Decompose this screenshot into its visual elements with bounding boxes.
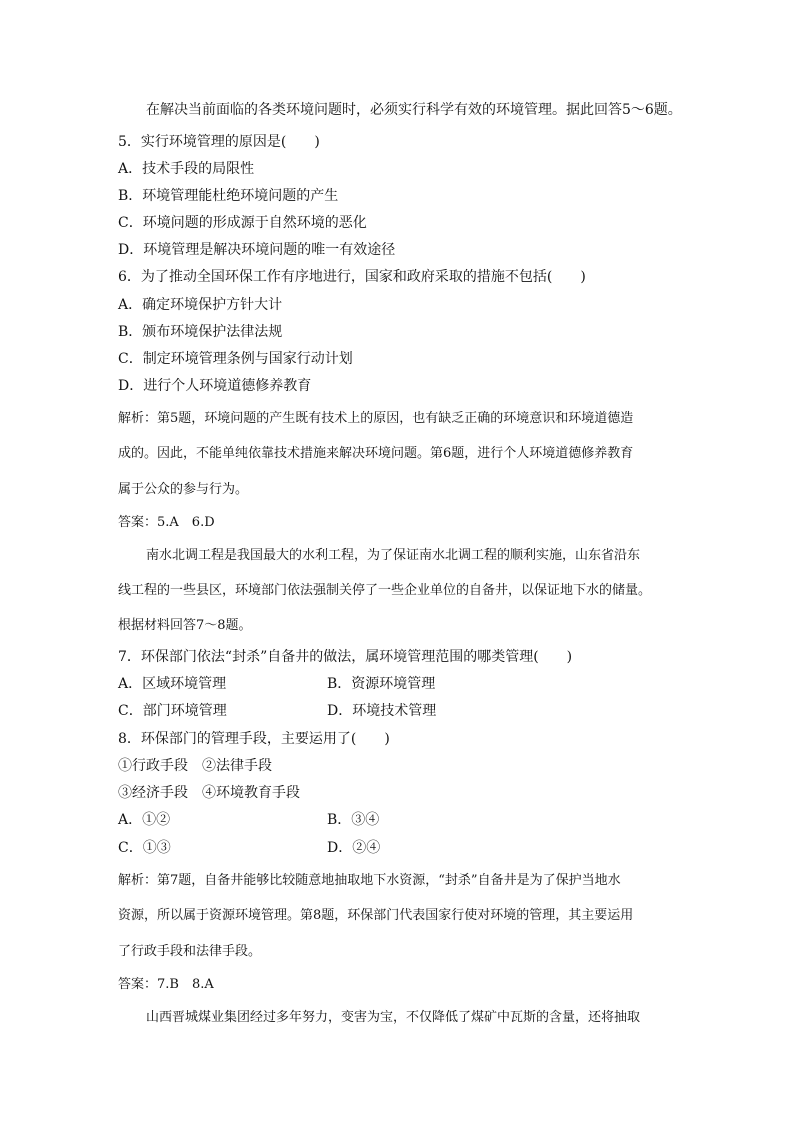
question-5-option-b: B．环境管理能杜绝环境问题的产生 — [118, 188, 339, 204]
question-8-item-row-2: ③经济手段 ④环境教育手段 — [118, 785, 300, 801]
question-6-stem: 6．为了推动全国环保工作有序地进行，国家和政府采取的措施不包括( ) — [118, 269, 586, 285]
analysis-7-8-line-1: 解析：第7题，自备井能够比较随意地抽取地下水资源，“封杀”自备井是为了保护当地水 — [118, 873, 621, 888]
question-5-option-c: C．环境问题的形成源于自然环境的恶化 — [118, 215, 367, 231]
question-7-option-a: A．区域环境管理 — [118, 676, 227, 692]
question-8-option-a: A．①② — [118, 812, 171, 828]
analysis-5-6-line-3: 属于公众的参与行为。 — [118, 482, 249, 497]
question-7-stem: 7．环保部门依法“封杀”自备井的做法，属环境管理范围的哪类管理( ) — [118, 649, 573, 665]
question-6-option-d: D．进行个人环境道德修养教育 — [118, 378, 312, 394]
question-7-option-b: B．资源环境管理 — [327, 676, 436, 692]
analysis-7-8-line-3: 了行政手段和法律手段。 — [118, 944, 262, 959]
question-8-item-row-1: ①行政手段 ②法律手段 — [118, 758, 272, 774]
question-8-option-b: B．③④ — [327, 812, 380, 828]
question-6-option-b: B．颁布环境保护法律法规 — [118, 324, 283, 340]
question-7-option-c: C．部门环境管理 — [118, 703, 227, 719]
intro-next-section: 山西晋城煤业集团经过多年努力，变害为宝，不仅降低了煤矿中瓦斯的含量，还将抽取 — [146, 1010, 641, 1025]
intro-7-8-line-3: 根据材料回答7～8题。 — [118, 618, 252, 633]
question-8-option-c: C．①③ — [118, 840, 171, 856]
intro-5-6: 在解决当前面临的各类环境问题时，必须实行科学有效的环境管理。据此回答5～6题。 — [146, 102, 682, 118]
analysis-5-6-line-1: 解析：第5题，环境问题的产生既有技术上的原因，也有缺乏正确的环境意识和环境道德造 — [118, 411, 634, 426]
question-8-option-d: D．②④ — [327, 840, 381, 856]
question-5-option-d: D．环境管理是解决环境问题的唯一有效途径 — [118, 242, 396, 258]
analysis-5-6-line-2: 成的。因此，不能单纯依靠技术措施来解决环境问题。第6题，进行个人环境道德修养教育 — [118, 446, 634, 461]
question-7-option-d: D．环境技术管理 — [327, 703, 437, 719]
intro-7-8-line-2: 线工程的一些县区，环境部门依法强制关停了一些企业单位的自备井，以保证地下水的储量。 — [118, 583, 652, 598]
question-6-option-c: C．制定环境管理条例与国家行动计划 — [118, 351, 353, 367]
intro-7-8-line-1: 南水北调工程是我国最大的水利工程，为了保证南水北调工程的顺利实施，山东省沿东 — [146, 548, 641, 563]
answer-7-8: 答案：7.B 8.A — [118, 977, 214, 992]
question-6-option-a: A．确定环境保护方针大计 — [118, 297, 283, 313]
analysis-7-8-line-2: 资源，所以属于资源环境管理。第8题，环保部门代表国家行使对环境的管理，其主要运用 — [118, 908, 634, 923]
answer-5-6: 答案：5.A 6.D — [118, 515, 215, 530]
question-5-stem: 5．实行环境管理的原因是( ) — [118, 134, 320, 150]
question-5-option-a: A．技术手段的局限性 — [118, 161, 255, 177]
question-8-stem: 8．环保部门的管理手段，主要运用了( ) — [118, 731, 390, 747]
